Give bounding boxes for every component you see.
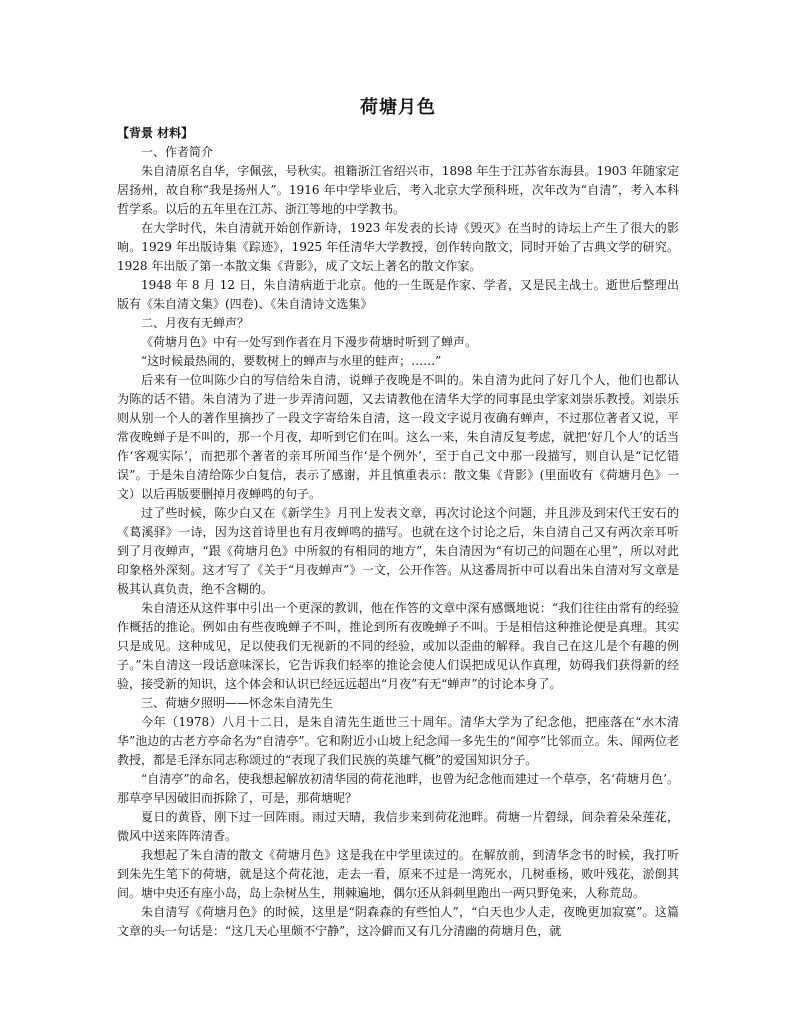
paragraph: 朱自清还从这件事中引出一个更深的教训，他在作答的文章中深有感慨地说：“我们往往由常有的经验作概括的推论。例如由有些夜晚蝉子不叫，推论到所有夜晚蝉子不叫。于是相信这种推论便是真理。其实只是成见。这种成见，足以使我们无视新的不同的经验，或加以歪曲的解释。我自己在这儿是个有趣的例子。”朱自清这一段话意味深长，它告诉我们轻率的推论会使人们误把成见认作真理，妨碍我们获得新的经验，接受新的知识，这个体会和认识已经远远超出“月夜”有无“蝉声”的讨论本身了。: [117, 601, 679, 691]
paragraph: 朱自清写《荷塘月色》的时候，这里是“阴森森的有些怕人”，“白天也少人走，夜晚更加寂寞”。这篇文章的头一句话是：“这几天心里颇不宁静”，这冷僻而又有几分清幽的荷塘月色，就: [117, 905, 679, 938]
paragraph: “这时候最热闹的，要数树上的蝉声与水里的蛙声；……”: [141, 354, 442, 368]
document-body: [117, 143, 679, 941]
paragraph: “自清亭”的命名，使我想起解放初清华园的荷花池畔，也曾为纪念他而建过一个草亭，名‘荷塘月色’。那草亭早因破旧而拆除了，可是，那荷塘呢？: [117, 772, 679, 805]
paragraph: 在大学时代，朱自清就开始创作新诗，1923 年发表的长诗《毁灭》在当时的诗坛上产生了很大的影响。1929 年出版诗集《踪迹》，1925 年任清华大学教授，创作转向散文，同时开始了古典文学的研究。1928 年出版了第一本散文集《背影》，成了文坛上著名的散文作家。: [117, 221, 679, 273]
paragraph: 后来有一位叫陈少白的写信给朱自清，说蝉子夜晚是不叫的。朱自清为此问了好几个人，他们也都认为陈的话不错。朱自清为了进一步弄清问题，又去请教他在清华大学的同事昆虫学家刘崇乐教授。刘崇乐则从别一个人的著作里摘抄了一段文字寄给朱自清，这一段文字说月夜确有蝉声，不过那位著者又说，平常夜晚蝉子是不叫的，那一个月夜，却听到它们在叫。这么一来，朱自清反复考虑，就把‘好几个人’的话当作‘客观实际’，而把那个著者的亲耳所闻当作‘是个例外’，至于自己文中那一段描写，则自认是“记忆错误”。于是朱自清给陈少白复信，表示了感谢，并且慎重表示：散文集《背影》(里面收有《荷塘月色》一文）以后再版要删掉月夜蝉鸣的句子。: [117, 373, 679, 501]
paragraph: 《荷塘月色》中有一处写到作者在月下漫步荷塘时听到了蝉声。: [141, 335, 478, 349]
paragraph: 今年（1978）八月十二日，是朱自清先生逝世三十周年。清华大学为了纪念他，把座落在“水木清华”池边的古老方亭命名为“自清亭”。它和附近小山坡上纪念闻一多先生的“闻亭”比邻而立。朱、闻两位老教授，都是毛泽东同志称颂过的“表现了我们民族的英雄气概”的爱国知识分子。: [117, 715, 679, 767]
paragraph: 我想起了朱自清的散文《荷塘月色》这是我在中学里读过的。在解放前，到清华念书的时候，我打听到朱先生笔下的荷塘，就是这个荷花池，走去一看，原来不过是一湾死水，几树垂杨，败叶残花，淤倒其间。塘中央还有座小岛，岛上杂树丛生，荆棘遍地，偶尔还从斜刺里跑出一两只野兔来，人称荒岛。: [117, 848, 679, 900]
paragraph: 朱自清原名自华，字佩弦，号秋实。祖籍浙江省绍兴市，1898 年生于江苏省东海县。1903 年随家定居扬州，故自称“我是扬州人”。1916 年中学毕业后，考入北京大学预科班，次年改为“自清”，考入本科哲学系。以后的五年里在江苏、浙江等地的中学教书。: [117, 164, 679, 216]
section-heading: 二、月夜有无蝉声？: [141, 316, 250, 330]
paragraph: 夏日的黄昏，刚下过一回阵雨。雨过天晴，我信步来到荷花池畔。荷塘一片碧绿，间杂着朵朵莲花，微风中送来阵阵清香。: [117, 810, 679, 843]
section-heading: 三、荷塘夕照明——怀念朱自清先生: [141, 696, 334, 710]
section-label: 【背景 材料】: [117, 126, 194, 140]
paragraph: 1948 年 8 月 12 日，朱自清病逝于北京。他的一生既是作家、学者，又是民主战士。逝世后整理出版有《朱自清文集》(四卷)、《朱自清诗文选集》: [117, 278, 679, 311]
section-heading: 一、作者简介: [141, 145, 214, 159]
document-title: 荷塘月色: [360, 97, 436, 118]
document-page: [117, 96, 679, 941]
paragraph: 过了些时候，陈少白又在《新学生》月刊上发表文章，再次讨论这个问题，并且涉及到宋代王安石的《葛溪驿》一诗，因为这首诗里也有月夜蝉鸣的描写。也就在这个讨论之后，朱自清自己又有两次亲耳听到了月夜蝉声，“跟《荷塘月色》中所叙的有相同的地方”，朱自清因为“有切己的问题在心里”，所以对此印象格外深刻。这才写了《关于“月夜蝉声”》一文，公开作答。从这番周折中可以看出朱自清对写文章是极其认真负责，绝不含糊的。: [117, 506, 679, 596]
